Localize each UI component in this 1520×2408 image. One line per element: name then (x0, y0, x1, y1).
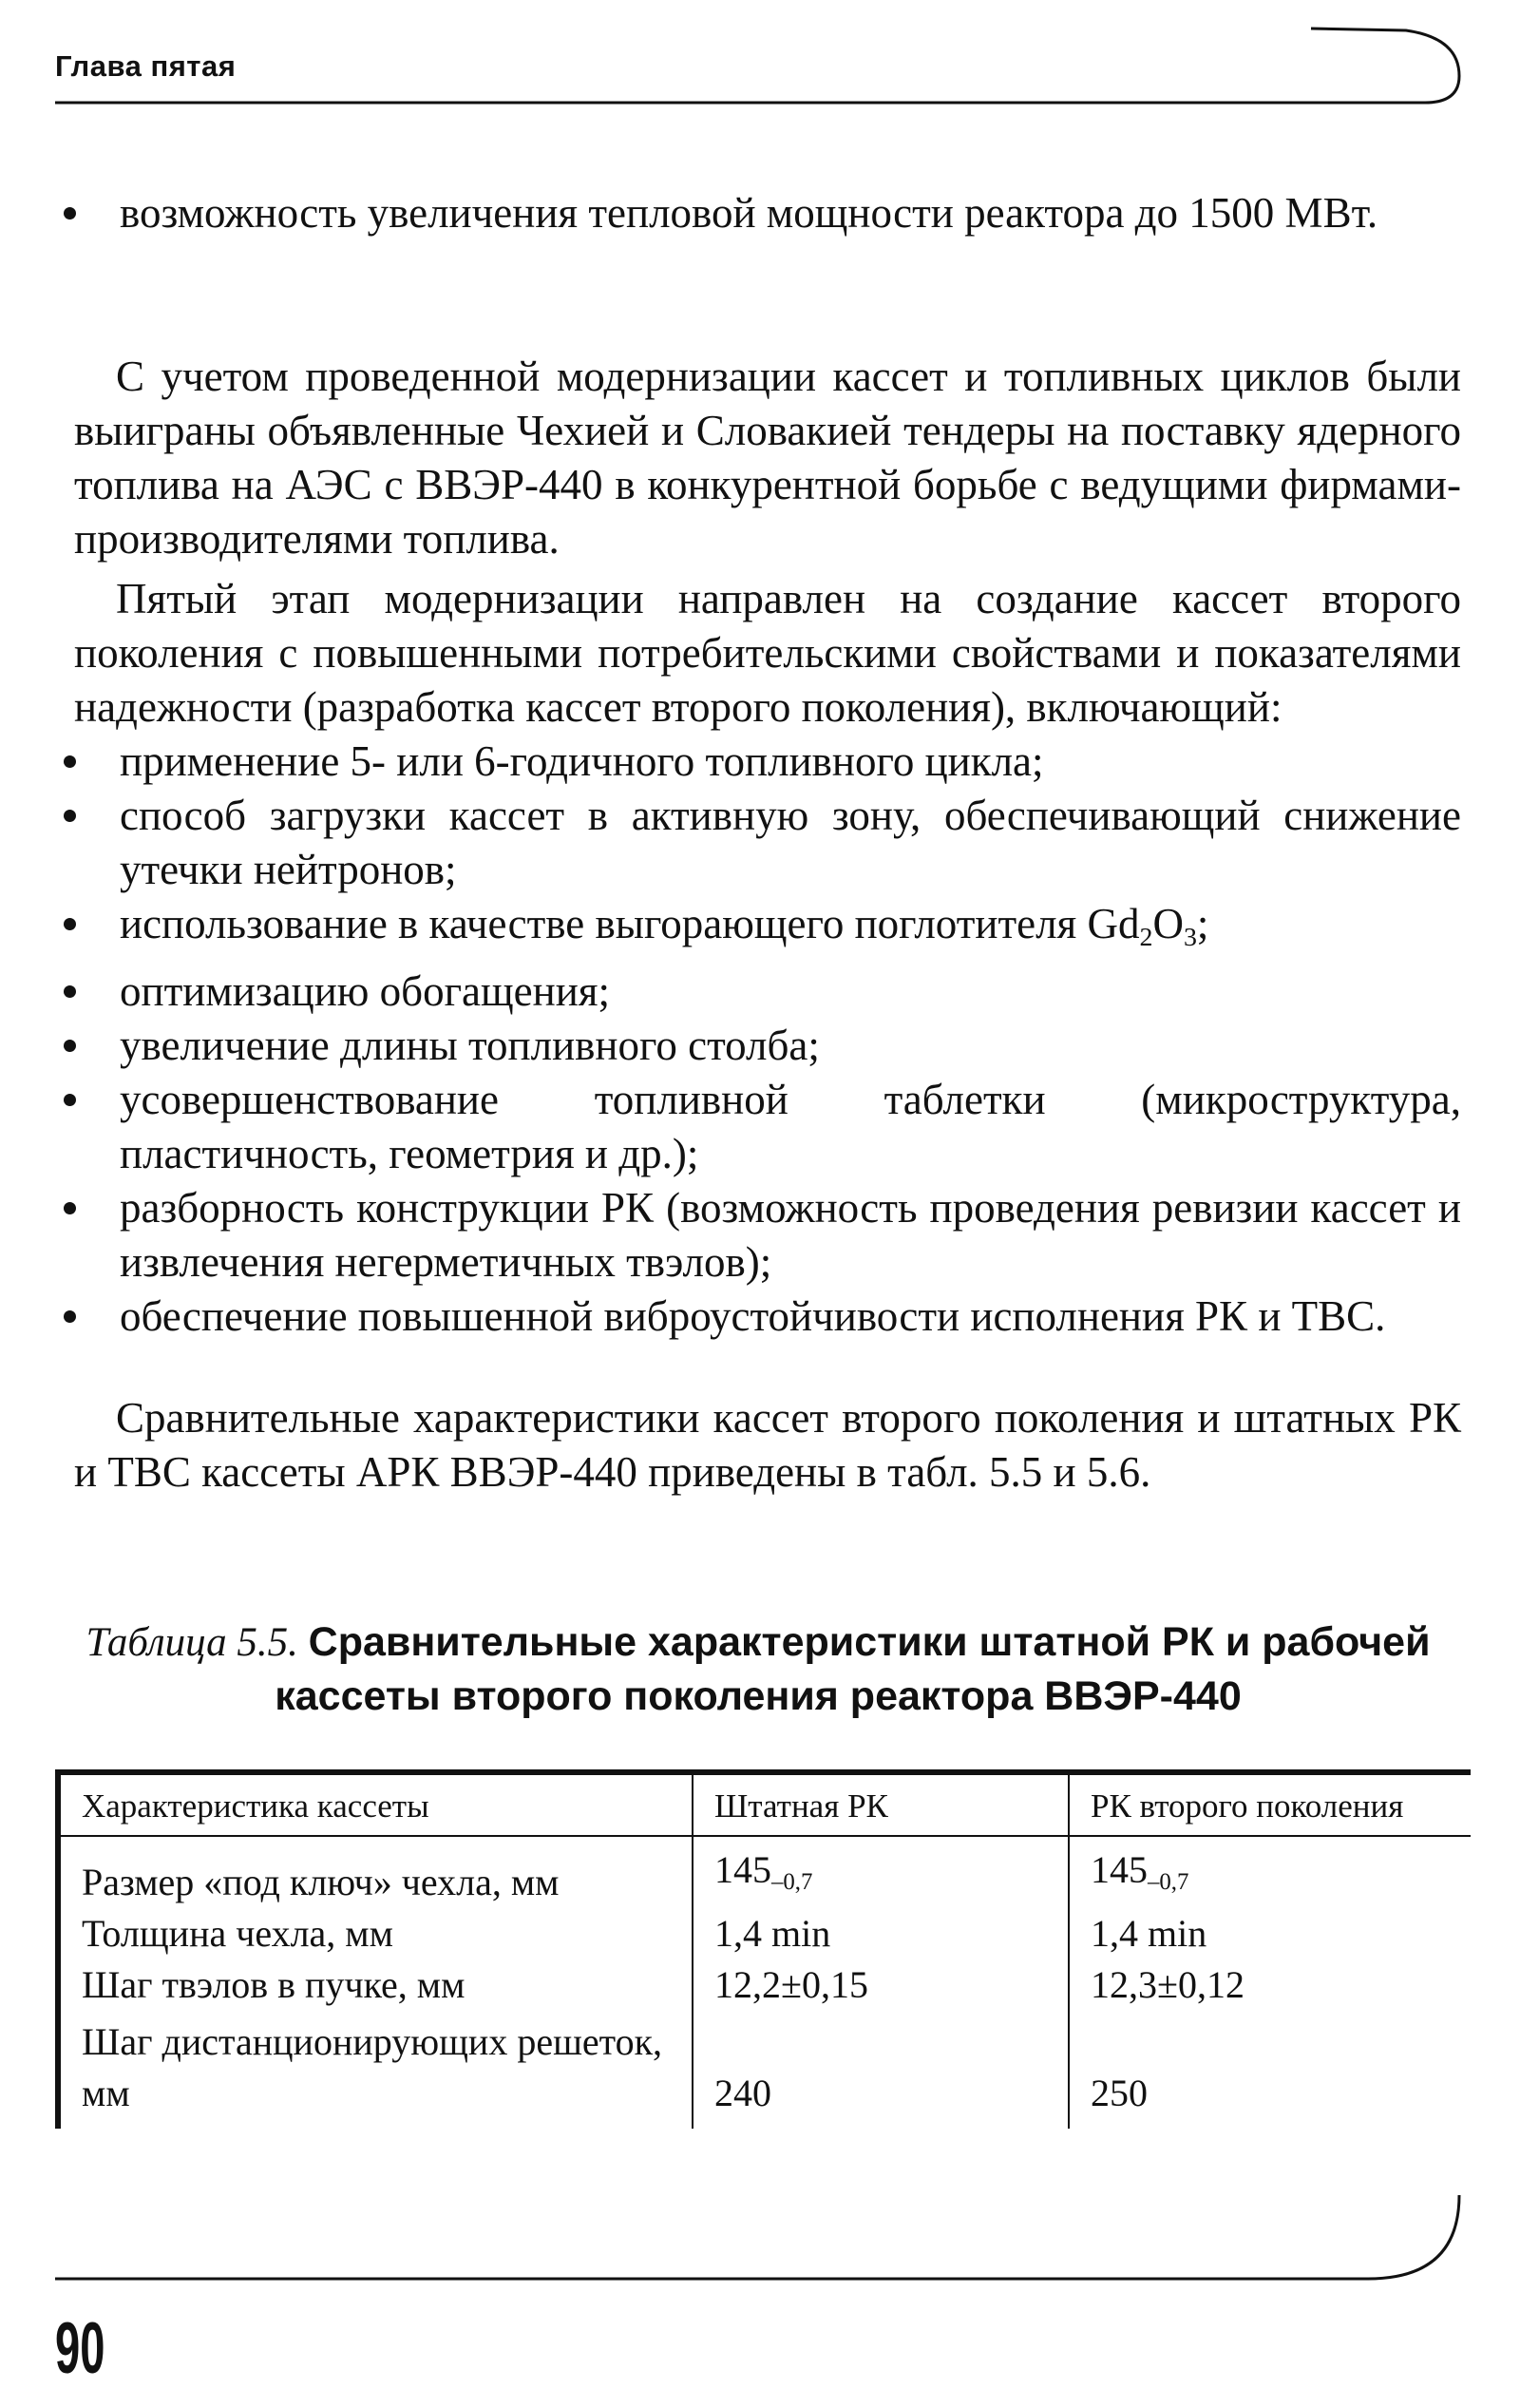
cell-base: 145 (1091, 1848, 1148, 1891)
body-text (74, 350, 1461, 1500)
modernization-list (74, 735, 1461, 1344)
cell-second: 250 (1069, 2011, 1471, 2129)
bullet-enrichment: оптимизацию обогащения; (74, 965, 1461, 1019)
row-label: Толщина чехла, мм (58, 1908, 693, 1959)
bullet-dismountability: разборность конструкции РК (возможность проведения ревизии кассет и извлечения негерметичных твэлов); (74, 1181, 1461, 1290)
header-second-gen-rk: РК второго поколения (1069, 1772, 1471, 1836)
cell-second: 12,3±0,12 (1069, 1959, 1471, 2011)
table-caption-title: Сравнительные характеристики штатной РК и рабочей кассеты второго поколения реактора ВВЭР-440 (275, 1619, 1431, 1719)
comparison-table (55, 1769, 1471, 2129)
cell-base: 145 (714, 1848, 771, 1891)
cell-standard: 240 (693, 2011, 1069, 2129)
table-row (58, 1836, 1471, 1908)
paragraph-fifth-stage: Пятый этап модернизации направлен на создание кассет второго поколения с повышенными потребительскими свойствами и показателями надежности (разработка кассет второго поколения), включающий: (74, 575, 1461, 731)
table-caption-label: Таблица 5.5. (86, 1620, 298, 1665)
row-label: Размер «под ключ» чехла, мм (58, 1836, 693, 1908)
cell-tolerance: –0,7 (771, 1868, 813, 1895)
cell-standard (693, 1836, 1069, 1908)
formula-o: O (1152, 900, 1184, 947)
bullet-fuel-cycle: применение 5- или 6-годичного топливного цикла; (74, 735, 1461, 789)
table-row (58, 1908, 1471, 1959)
cell-standard: 12,2±0,15 (693, 1959, 1069, 2011)
cell-second: 1,4 min (1069, 1908, 1471, 1959)
cell-tolerance: –0,7 (1148, 1868, 1189, 1895)
bullet-loading-method: способ загрузки кассет в активную зону, обеспечивающий снижение утечки нейтронов; (74, 789, 1461, 897)
row-label: Шаг твэлов в пучке, мм (58, 1959, 693, 2011)
table-row (58, 2011, 1471, 2129)
bullet-thermal-power: возможность увеличения тепловой мощности реактора до 1500 МВт. (74, 186, 1461, 240)
paragraph-tenders: С учетом проведенной модернизации кассет и топливных циклов были выиграны объявленные Чехией и Словакией тендеры на поставку ядерного топлива на АЭС с ВВЭР-440 в конкурентной борьбе с ведущими фирмами-производителями топлива. (74, 353, 1461, 563)
formula-tail: ; (1196, 900, 1209, 947)
bullet-burnable-absorber (74, 897, 1461, 965)
running-head: Глава пятая (55, 49, 237, 83)
table-header-row (58, 1772, 1471, 1836)
top-bullet-block (74, 186, 1461, 240)
formula-sub-2: 2 (1139, 922, 1153, 952)
bullet-vibration: обеспечение повышенной виброустойчивости исполнения РК и ТВС. (74, 1290, 1461, 1344)
paragraph-comparison: Сравнительные характеристики кассет второго поколения и штатных РК и ТВС кассеты АРК ВВЭР-440 приведены в табл. 5.5 и 5.6. (74, 1393, 1461, 1496)
header-standard-rk: Штатная РК (693, 1772, 1069, 1836)
absorber-text: использование в качестве выгорающего поглотителя Gd (120, 900, 1140, 947)
bullet-fuel-column: увеличение длины топливного столба; (74, 1019, 1461, 1073)
bullet-fuel-pellet: усовершенствование топливной таблетки (микроструктура, пластичность, геометрия и др.); (74, 1073, 1461, 1181)
row-label: Шаг дистанционирующих решеток, мм (58, 2011, 693, 2129)
header-characteristic: Характеристика кассеты (58, 1772, 693, 1836)
formula-sub-3: 3 (1183, 922, 1197, 952)
cell-second (1069, 1836, 1471, 1908)
table-caption (55, 1615, 1461, 1724)
page-number: 90 (55, 2308, 105, 2389)
cell-standard: 1,4 min (693, 1908, 1069, 1959)
table-row (58, 1959, 1471, 2011)
